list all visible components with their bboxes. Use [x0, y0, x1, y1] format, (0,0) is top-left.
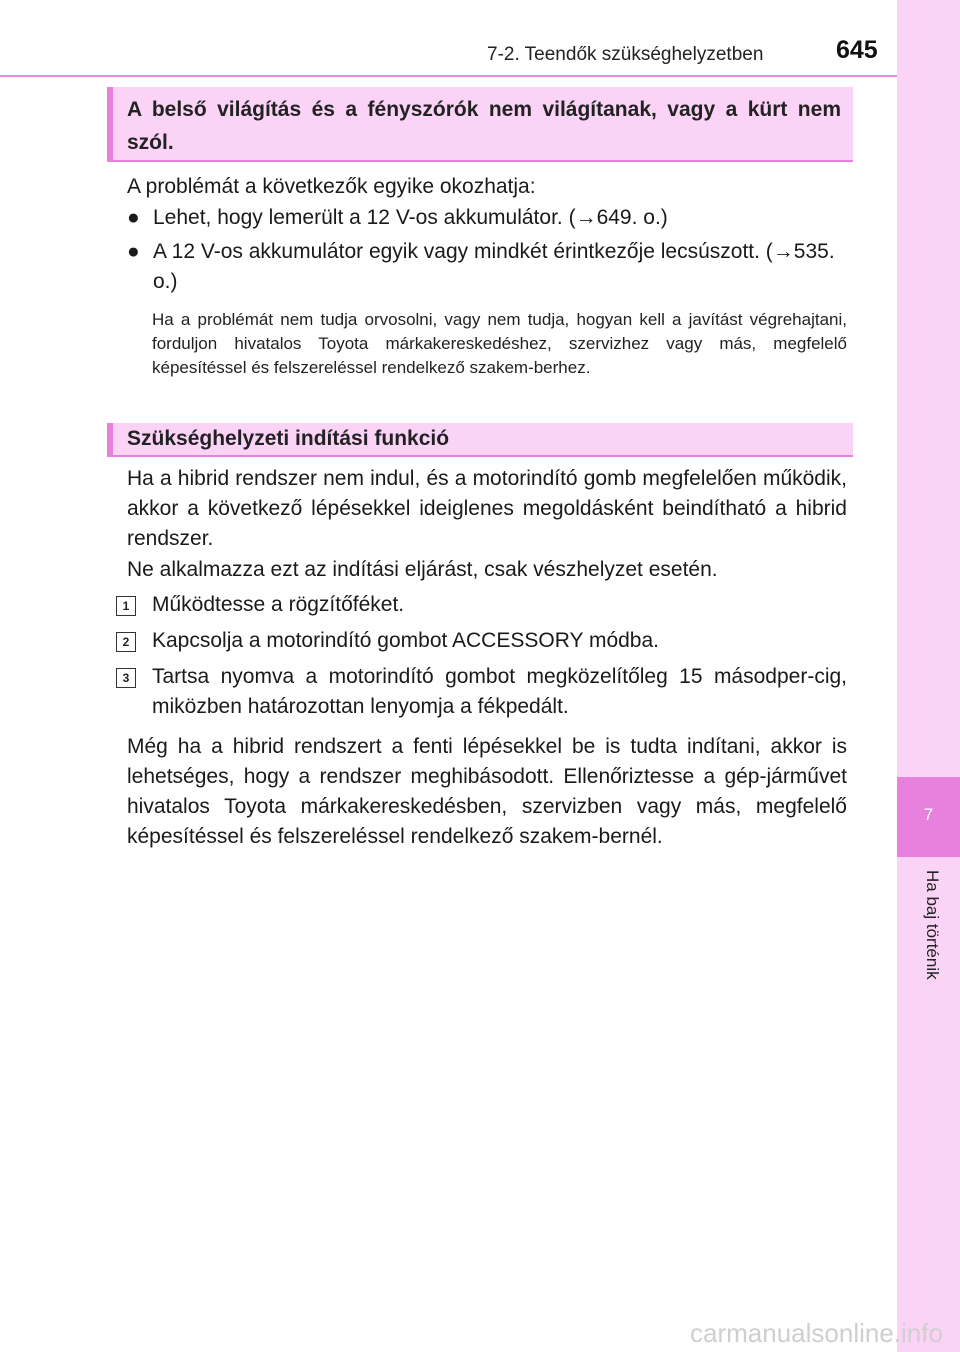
bullet-item-battery: Lehet, hogy lemerült a 12 V-os akkumulátor. (→649. o.)	[153, 206, 668, 229]
watermark: carmanualsonline.info	[690, 1318, 943, 1348]
bullet-icon: ●	[127, 206, 140, 229]
step-number-1: 1	[116, 596, 136, 616]
header-rule	[0, 75, 897, 77]
section1-intro: A problémát a következők egyike okozhatja:	[127, 175, 536, 198]
section-heading-lights: A belső világítás és a fényszórók nem világítanak, vagy a kürt nem szól.	[107, 87, 853, 162]
page-number: 645	[836, 36, 878, 64]
running-header: 7-2. Teendők szükséghelyzetben	[487, 44, 764, 65]
bullet-item-terminals: A 12 V-os akkumulátor egyik vagy mindkét érintkezője lecsúszott. (→535. o.)	[153, 240, 835, 293]
step-text-1: Működtesse a rögzítőféket.	[152, 593, 405, 616]
section1-note: Ha a problémát nem tudja orvosolni, vagy nem tudja, hogyan kell a javítást végrehajtani, forduljon hivatalos Toyota márkakereskedéshez, szervizhez vagy más, megfelelő képesítéssel és felszereléssel rendelkező szakem-berhez.	[152, 310, 847, 377]
chapter-number: 7	[923, 805, 934, 824]
section2-warning: Ne alkalmazza ezt az indítási eljárást, csak vészhelyzet esetén.	[127, 558, 718, 581]
side-strip	[897, 0, 960, 1352]
section-heading-emergency-start: Szükséghelyzeti indítási funkció	[107, 423, 853, 457]
step-text-2: Kapcsolja a motorindító gombot ACCESSORY módba.	[152, 629, 659, 652]
section2-closing: Még ha a hibrid rendszert a fenti lépésekkel be is tudta indítani, akkor is lehetséges, hogy a rendszer meghibásodott. Ellenőriztesse a gép-járművet hivatalos Toyota márkakereskedésben, szervizben vagy más, megfelelő képesítéssel és felszereléssel rendelkező szakem-bernél.	[127, 735, 847, 848]
step-number-2: 2	[116, 632, 136, 652]
step-number-3: 3	[116, 668, 136, 688]
bullet-icon: ●	[127, 240, 140, 263]
step-text-3: Tartsa nyomva a motorindító gombot megközelítőleg 15 másodper-cig, miközben határozottan lenyomja a fékpedált.	[152, 665, 847, 718]
chapter-label: Ha baj történik	[923, 870, 942, 980]
chapter-tab[interactable]	[897, 777, 960, 857]
section2-intro: Ha a hibrid rendszer nem indul, és a motorindító gomb megfelelően működik, akkor a következő lépésekkel ideiglenes megoldásként beindítható a hibrid rendszer.	[127, 467, 847, 550]
